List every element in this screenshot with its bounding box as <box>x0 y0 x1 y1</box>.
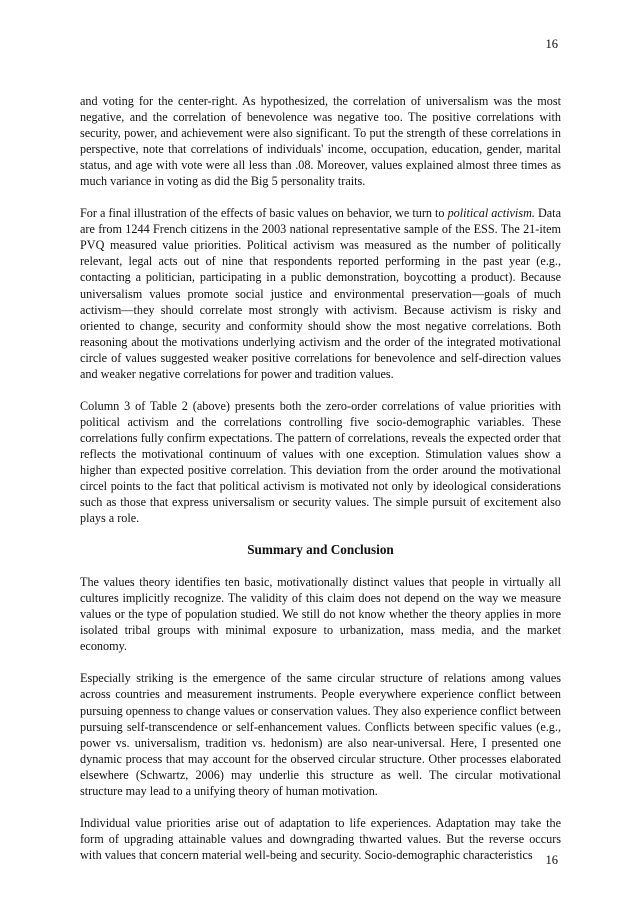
paragraph-value-priorities: Individual value priorities arise out of adaptation to life experiences. Adaptation may take the form of upgrading attainable values and downgrading thwarted values. But the reverse occurs with values that concern material well-being and security. Socio-demographic characteristics <box>80 815 561 862</box>
paragraph-table-2-results: Column 3 of Table 2 (above) presents both the zero-order correlations of value priorities with political activism and the correlations controlling five socio-demographic variables. These correlations fully confirm expectations. The pattern of correlations, reveals the expected order that reflects the motivational continuum of values with one exception. Stimulation values show a higher than expected positive correlation. This deviation from the order around the motivational circel points to the fact that political activism is motivated not only by ideological considerations such as those that express universalism or security values. The simple pursuit of excitement also plays a role. <box>80 398 561 526</box>
body-text <box>80 93 561 863</box>
section-heading-summary: Summary and Conclusion <box>247 542 394 558</box>
paragraph-political-activism-intro: For a final illustration of the effects of basic values on behavior, we turn to <box>80 206 448 221</box>
paragraph-circular-structure: Especially striking is the emergence of the same circular structure of relations among values across countries and measurement instruments. People everywhere experience conflict between pursuing openness to change values or conservation values. They also experience conflict between pursuing self-transcendence or self-enhancement values. Conflicts between specific values (e.g., power vs. universalism, tradition vs. hedonism) are also near-universal. Here, I presented one dynamic process that may account for the observed circular structure. Other processes elaborated elsewhere (Schwartz, 2006) may underlie this structure as well. The circular motivational structure may lead to a unifying theory of human motivation. <box>80 671 561 798</box>
political-activism-term: political activism. <box>447 206 535 221</box>
paragraph-values-theory: The values theory identifies ten basic, motivationally distinct values that people in virtually all cultures implicitly recognize. The validity of this claim does not depend on the way we measure values or the type of population studied. We still do not know whether the theory applies in more isolated tribal groups with minimal exposure to urbanization, mass media, and the market economy. <box>80 575 561 654</box>
paragraph-political-activism <box>80 205 561 382</box>
page-number-top: 16 <box>545 37 558 51</box>
paragraph-voting-correlations: and voting for the center-right. As hypothesized, the correlation of universalism was the most negative, and the correlation of benevolence was negative too. The positive correlations with security, power, and achievement were also significant. To put the strength of these correlations in perspective, note that correlations of individuals' income, occupation, education, gender, marital status, and age with vote were all less than .08. Moreover, values explained almost three times as much variance in voting as did the Big 5 personality traits. <box>80 94 561 189</box>
paragraph-political-activism-body: Data are from 1244 French citizens in the 2003 national representative sample of the ESS. The 21-item PVQ measured value priorities. Political activism was measured as the number of politically relevant, legal acts out of nine that respondents reported performing in the past year (e.g., contacting a politician, participating in a public demonstration, boycotting a product). Because universalism values promote social justice and environmental preservation—goals of much activism—they should correlate most strongly with activism. Because activism is risky and oriented to change, security and conformity should show the most negative correlations. Both reasoning about the motivations underlying activism and the order of the integrated motivational circle of values suggested weaker positive correlations for benevolence and self-direction values and weaker negative correlations for power and tradition values. <box>80 206 561 381</box>
page-number-bottom: 16 <box>545 853 558 867</box>
